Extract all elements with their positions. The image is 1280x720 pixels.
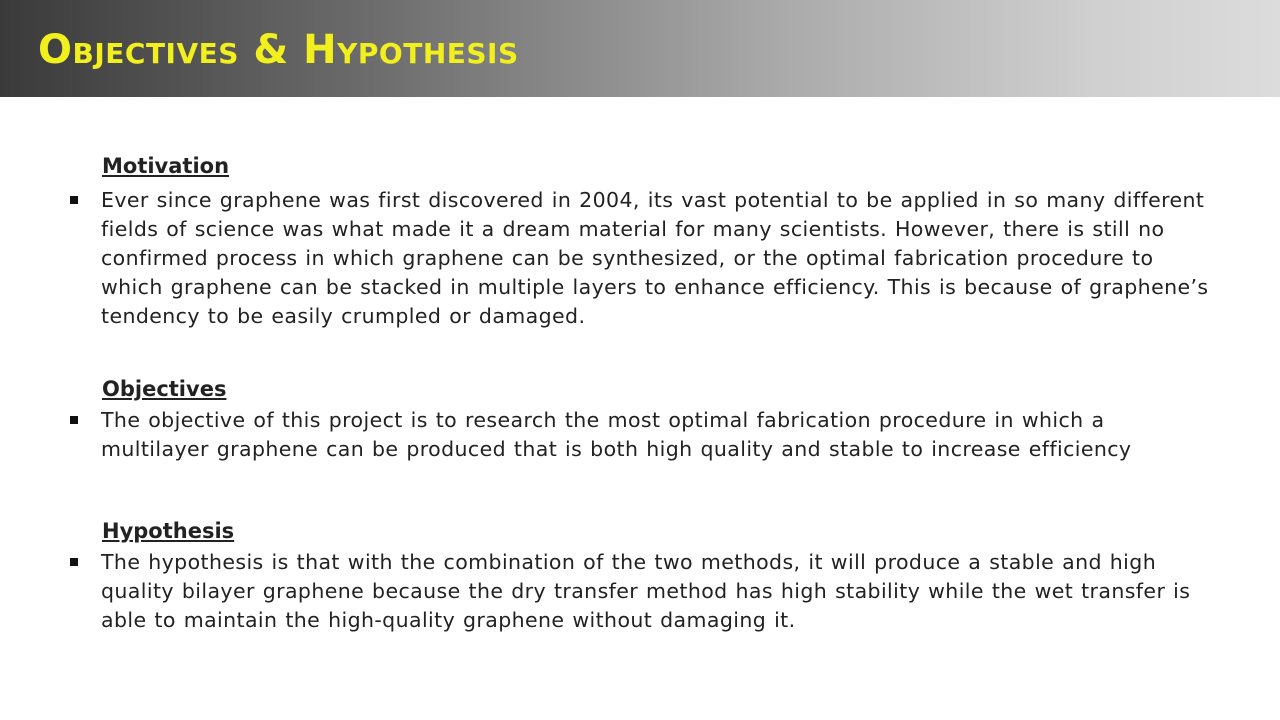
objectives-heading: Objectives xyxy=(102,377,227,401)
bullet-square-icon xyxy=(70,558,78,566)
motivation-bullet xyxy=(70,186,1210,331)
hypothesis-text: The hypothesis is that with the combination of the two methods, it will produce a stable and high quality bilayer graphene because the dry transfer method has high stability while the wet transfer is able to maintain the high-quality graphene without damaging it. xyxy=(101,550,1191,632)
objectives-text: The objective of this project is to research the most optimal fabrication procedure in which a multilayer graphene can be produced that is both high quality and stable to increase efficiency xyxy=(101,408,1132,461)
motivation-heading: Motivation xyxy=(102,154,230,178)
slide-title: Objectives & Hypothesis xyxy=(38,27,519,73)
bullet-square-icon xyxy=(70,196,78,204)
bullet-square-icon xyxy=(70,416,78,424)
motivation-text: Ever since graphene was first discovered in 2004, its vast potential to be applied in so many different fields of science was what made it a dream material for many scientists. However, there is still no confirmed process in which graphene can be synthesized, or the optimal fabrication procedure to which graphene can be stacked in multiple layers to enhance efficiency. This is because of graphene’s tendency to be easily crumpled or damaged. xyxy=(101,188,1209,328)
objectives-bullet xyxy=(70,406,1210,464)
hypothesis-heading: Hypothesis xyxy=(102,519,235,543)
hypothesis-bullet xyxy=(70,548,1210,635)
